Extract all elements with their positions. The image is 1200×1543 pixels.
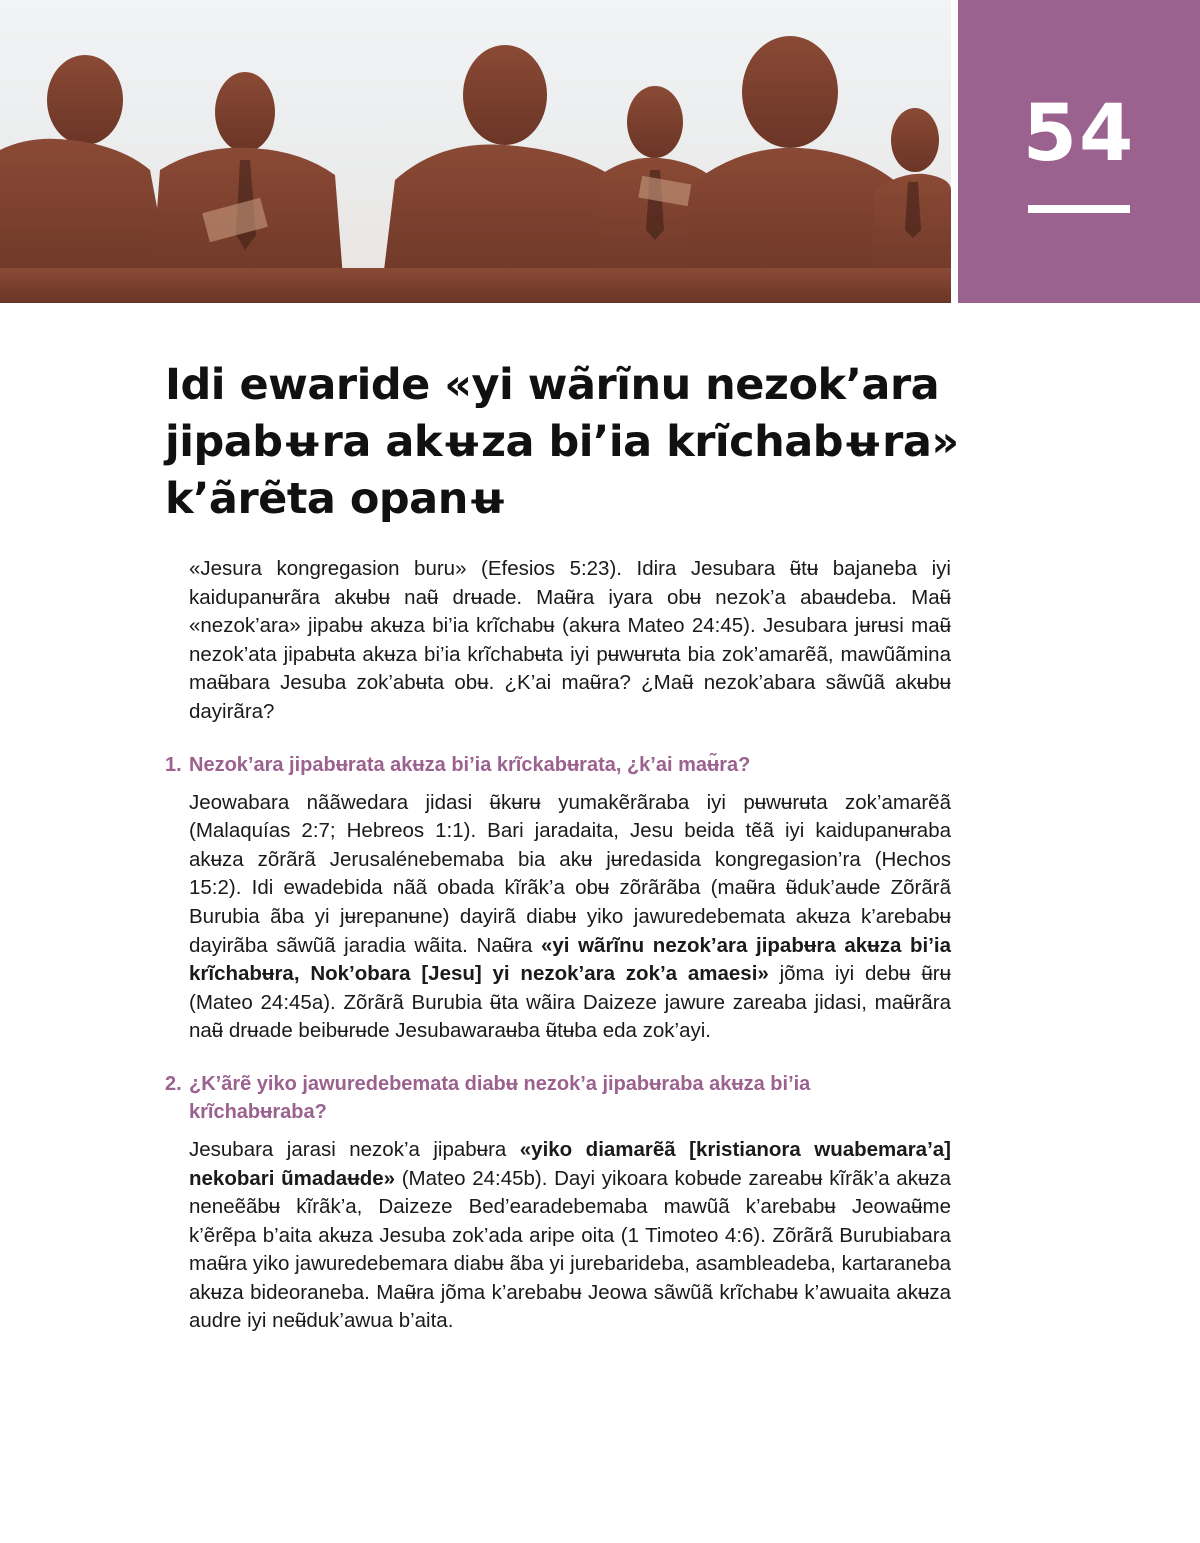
question-text: ¿K’ãrẽ yiko jawuredebemata diabʉ nezok’a jipabʉraba akʉza bi’ia krĩchabʉraba? [189,1072,811,1123]
question-number: 1. [165,753,182,776]
page-title: Idi ewaride «yi wãrĩnu nezok’ara jipabʉra akʉza bi’ia krĩchabʉra» k’ãrẽta opanʉ [165,360,959,524]
question-heading-2 [165,1070,951,1126]
lesson-number-underline [1028,205,1130,213]
answer-text-start: Jeowabara nããwedara jidasi ʉ̃kʉrʉ yumakẽrãraba iyi pʉwʉrʉta zok’amarẽã (Malaquías 2:7; Hebreos 1:1). Bari jaradaita, Jesu beida tẽã iyi kaidupanʉraba akʉza zõrãrã Jerusalénebemaba bia akʉ jʉredasida kongregasion’ra (Hechos 15:2). Idi ewadebida nãã obada kĩrãk’a obʉ zõrãrãba (maʉ̃ra ʉ̃duk’aʉde Zõrãrã Burubia ãba yi jʉrepanʉne) dayirã diabʉ yiko jawuredebemata akʉza k’arebabʉ dayirãba sãwũã jaradia wãita. Naʉ̃ra [189,790,951,957]
question-heading-1 [165,751,951,779]
question-number: 2. [165,1072,182,1095]
header-banner-image [0,0,951,303]
meeting-silhouette-illustration [0,0,951,303]
answer-text-start: Jesubara jarasi nezok’a jipabʉra [189,1137,520,1161]
answer-bold-quote: «yi wãrĩnu nezok’ara jipabʉra akʉza bi’ia krĩchabʉra, Nok’obara [Jesu] yi nezok’ara zok’a amaesi» [189,933,951,986]
answer-text-end: jõma iyi debʉ ʉ̃rʉ (Mateo 24:45a). Zõrãrã Burubia ʉ̃ta wãira Daizeze jawure zareaba jidasi, maʉ̃rãra naʉ̃ drʉade beibʉrʉde Jesubawaraʉba ʉ̃tʉba eda zok’ayi. [189,962,952,1043]
answer-paragraph-1 [189,789,951,1046]
answer-paragraph-2 [189,1136,951,1336]
intro-paragraph: «Jesura kongregasion buru» (Efesios 5:23). Idira Jesubara ʉ̃tʉ bajaneba iyi kaidupanʉrãra akʉbʉ naʉ̃ drʉade. Maʉ̃ra iyara obʉ nezok’a abaʉdeba. Maʉ̃ «nezok’ara» jipabʉ akʉza bi’ia krĩchabʉ (akʉra Mateo 24:45). Jesubara jʉrʉsi maʉ̃ nezok’ata jipabʉta akʉza bi’ia krĩchabʉta iyi pʉwʉrʉta bia zok’amarẽã, mawũãmina maʉ̃bara Jesuba zok’abʉta obʉ. ¿K’ai maʉ̃ra? ¿Maʉ̃ nezok’abara sãwũã akʉbʉ dayirãra? [189,557,951,723]
answer-text-end: (Mateo 24:45b). Dayi yikoara kobʉde zareabʉ kĩrãk’a akʉza neneẽãbʉ kĩrãk’a, Daizeze Bed’earadebemaba mawũã k’arebabʉ Jeowaʉ̃me k’ẽrẽpa b’aita akʉza Jesuba zok’ada aripe oita (1 Timoteo 4:6). Zõrãrã Burubiabara maʉ̃ra yiko jawuredebemara diabʉ ãba yi jurebarideba, asambleadeba, kartaraneba akʉza bideoraneba. Maʉ̃ra jõma k’arebabʉ Jeowa sãwũã krĩchabʉ k’awuaita akʉza audre iyi neʉ̃duk’awua b’aita. [189,1166,951,1333]
question-text: Nezok’ara jipabʉrata akʉza bi’ia krĩckabʉrata, ¿k’ai maʉ̃ra? [189,753,751,776]
lesson-content [165,555,951,1336]
answer-bold-quote: «yiko diamarẽã [kristianora wuabemara’a] nekobari ũmadaʉde» [189,1137,951,1190]
lesson-number-badge [958,0,1200,303]
lesson-number: 54 [1022,89,1136,179]
